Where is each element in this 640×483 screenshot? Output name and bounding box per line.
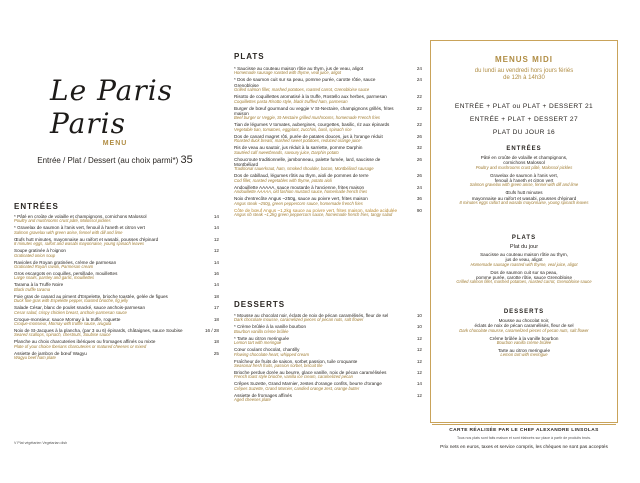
entree-item-name: * Pâté en croûte de volaille et champignons, cornichons Malossol [14, 214, 147, 219]
entree-item-price: 14 [213, 214, 219, 219]
entree-item-price: 14 [213, 259, 219, 265]
entree-item [14, 225, 219, 235]
plat-item-translation: Beef burger or Veggie, St-Nectaire grilled mushrooms, homemade French fries [234, 115, 381, 121]
plat-item-price: 22 [416, 94, 422, 100]
entree-item-translation: Gratinated onion soup [14, 252, 56, 258]
midi-dessert-item [430, 336, 618, 346]
dessert-item-translation: Seasonal fresh fruits, passion sorbet, biscuit tile [234, 362, 323, 368]
menus-midi-days: du lundi au vendredi hors jours fériés [474, 68, 574, 74]
midi-desserts-section [430, 309, 618, 360]
entree-item-translation: Black truffle tarama [14, 286, 51, 292]
dessert-item-translation: Flowing chocolate heart, whipped cream [234, 351, 309, 357]
entree-item-price: 12 [213, 248, 219, 254]
plat-item-name: Ris de veau au sautoir, jus réduit à la sarriette, pomme Darphin [234, 145, 363, 151]
plat-item [234, 66, 422, 76]
dessert-item [234, 324, 422, 334]
plat-item [234, 185, 422, 195]
plat-item-translation: Vegetable tian, tomatoes, eggplant, zucchini, basil, spinach rice [234, 126, 352, 132]
dessert-item-translation: French toast style brioche, vanilla ice cream, caramelized pecan [234, 374, 353, 380]
dessert-item [234, 393, 422, 403]
entree-item-price: 14 [213, 282, 219, 288]
vegetarian-note: V Plat végétarien Vegetarian dish [14, 441, 68, 445]
plat-item [234, 94, 422, 104]
midi-desserts-heading: DESSERTS [503, 309, 545, 315]
menu-formula-choice: (au choix parmi*) [117, 156, 179, 165]
plat-item-price: 22 [416, 122, 422, 128]
midi-entrees-list [430, 155, 618, 206]
dessert-item-name: Fraîcheur de fruits de saison, sorbet passion, tuile croquante [234, 358, 358, 364]
entree-item-name: Salade César, blanc de poulet snacké, sauce anchois-parmesan [14, 305, 146, 311]
midi-dessert-item-translation: Lemon tart with meringue [500, 352, 548, 358]
plat-item-name: Dos de cabillaud, légumes rôtis au thym, aioli de pommes de terre [234, 173, 369, 179]
menu-formula [20, 154, 210, 166]
entree-item [14, 282, 219, 292]
midi-plat-item-translation: Homemade sausage roasted with thyme, veal juice, aligot [470, 261, 578, 267]
plat-item-name: * Saucisse au couteau maison rôtie au thym, jus de veau, aligot [234, 66, 364, 71]
entree-item [14, 260, 219, 270]
midi-plats-heading: PLATS [511, 235, 537, 241]
menus-midi-subtitle [430, 68, 618, 82]
plat-item-price: 26 [416, 156, 422, 162]
midi-entree-item-name: Œufs hutt minutes [505, 190, 543, 196]
entree-item-price: 25 [213, 350, 219, 356]
entrees-list [14, 214, 219, 362]
plat-item-price: 26 [416, 173, 422, 179]
plat-item-name: Côte de bœuf Angus ~1,2kg sauce au poivre vert, frites maison, salade acidulée [234, 207, 398, 213]
midi-entree-item-detail: mayonnaise au raifort et wasabi, pousses d'épinard [471, 195, 577, 201]
midi-plat-item [430, 270, 618, 286]
plat-item-price: 22 [416, 105, 422, 111]
menu-formula-text: Entrée / Plat / Dessert [37, 156, 116, 165]
plat-item-translation: Grilled salmon fillet, mashed potatoes, roasted carrot, Grenobloise sauce [234, 87, 370, 93]
plat-item-translation: Sautéed calf sweetbreads, savoury juice, Darphin potato [234, 149, 339, 155]
dessert-item [234, 359, 422, 369]
plat-item-translation: Angus rib steak ~1,2kg green peppercorn sauce, homemade french fries, tangy salad [234, 211, 393, 217]
midi-dessert-item [430, 348, 618, 358]
entree-item-name: Gros escargots en coquilles, persillade, mouillettes [14, 270, 118, 276]
plat-item-price: 36 [416, 196, 422, 202]
entree-item-price: 16 / 28 [204, 327, 219, 333]
formula-2: ENTRÉE + PLAT + DESSERT 27 [469, 116, 579, 123]
plat-item-name: Choucroute traditionnelle, jambonneau, palette fumée, lard, saucisse de Montbéliard [234, 156, 381, 167]
entree-item-price: 18 [213, 293, 219, 299]
dessert-item-translation: Aged cheeses plate [234, 397, 271, 403]
chef-credit: CARTE RÉALISÉE PAR LE CHEF ALEXANDRE LINSOLAS [449, 428, 599, 433]
plat-item [234, 208, 422, 218]
midi-entrees-heading: ENTRÉES [506, 146, 542, 152]
plat-item-translation: Coquillettes pasta Risotto style, black truffled ham, parmesan [234, 98, 348, 104]
plat-item-translation: Roasted duck breast, mashed sweet potatoes, reduced orange juice [234, 138, 361, 144]
entree-item-name: Œufs hutt minutes, mayonnaise au raifort et wasabi, pousses d'épinard [14, 236, 159, 242]
midi-entree-item-translation: Poultry and mushrooms crust pâté, Malossol pickles [475, 164, 573, 170]
dessert-item-translation: Dark chocolate mousse, caramelized pieces of pecan nuts, salt flower [234, 317, 364, 323]
plat-item-translation: Homemade sausage roasted with thyme, veal juice, aligot [234, 70, 342, 76]
entree-item [14, 317, 219, 327]
plat-item-name: * Dos de saumon cuit sur sa peau, pomme purée, carotte rôtie, sauce Grenobloise [234, 77, 376, 88]
desserts-list [234, 313, 422, 404]
entree-item [14, 248, 219, 258]
entree-item [14, 294, 219, 304]
midi-dessert-item-translation: Bourbon vanilla crème brûlée [496, 340, 552, 346]
plat-item-name: Tian de légumes V tomates, aubergines, courgettes, basilic, riz aux épinards [234, 122, 390, 128]
entree-item-name: Tarama à la Truffe Noire [14, 282, 64, 288]
midi-entree-item-translation: Salmon gravelax with green anise, fennel with dill and lime [469, 182, 579, 188]
dessert-item-price: 12 [416, 358, 422, 364]
entree-item-price: 17 [213, 305, 219, 311]
dessert-item-name: * Crème brûlée à la vanille bourbon [234, 324, 307, 330]
dessert-item-name: Crêpes Suzette, Grand Marnier, zestes d'orange confits, beurre d'orange [234, 381, 382, 387]
plat-item-translation: Andouillette AAAAA, old fashion mustard sauce, homemade french fries [234, 189, 368, 195]
midi-plat-item [430, 252, 618, 268]
entree-item-translation: Seared scallops, spinach, chestnuts, Soubise sauce [14, 332, 111, 338]
chef-divider [432, 424, 616, 425]
menus-midi-heading: MENUS MIDI [495, 55, 553, 64]
entree-item-name: Soupe gratinée à l'oignon [14, 248, 66, 254]
dessert-item [234, 313, 422, 323]
dessert-item-price: 12 [416, 347, 422, 353]
midi-entree-item [430, 155, 618, 171]
menus-midi-hours: de 12h à 14h30 [503, 75, 545, 81]
entree-item-price: 12 [213, 236, 219, 242]
dessert-item-price: 10 [416, 324, 422, 330]
plat-item [234, 145, 422, 155]
midi-plats-list [430, 252, 618, 285]
dessert-item-name: * Mousse au chocolat noir, éclats de noix de pécan caramélisés, fleur de sel [234, 313, 389, 318]
midi-dessert-item-name: Mousse au chocolat noir, [498, 318, 550, 323]
plat-item-name: Andouillette AAAAA, sauce moutarde à l'ancienne, frites maison [234, 184, 365, 190]
midi-plat-item-detail: pomme purée, carotte rôtie, sauce Grenobloise [475, 275, 572, 281]
midi-plat-du-jour: Plat du jour [509, 244, 539, 250]
desserts-heading: DESSERTS [234, 300, 286, 309]
midi-dessert-item-name: Crème brûlée à la vanille bourbon [489, 335, 559, 341]
entree-item-translation: Duck foie gras with Espelette pepper, toasted brioche, fig jelly [14, 298, 129, 304]
dessert-item [234, 347, 422, 357]
plat-item-name: Noix d'entrecôte Angus ~250g, sauce au poivre vert, frites maison [234, 196, 368, 202]
plat-item-translation: Cod fillet, roasted vegetables with thyme, potato aioli [234, 177, 332, 183]
dessert-item-price: 12 [416, 369, 422, 375]
plat-item-price: 24 [416, 66, 422, 71]
midi-entrees-section [430, 146, 618, 208]
plats-heading: PLATS [234, 52, 265, 61]
dessert-item-name: Assiette de fromages affinés [234, 392, 292, 398]
plat-item [234, 122, 422, 132]
plats-list [234, 66, 422, 219]
midi-desserts-list [430, 318, 618, 358]
entree-item-translation: 8 minutes eggs, raifort and wasabi mayonnaise, young spinach leaves [14, 241, 145, 247]
entree-item-translation: Salmon gravelax with green anise, fennel with dill and lime [14, 229, 123, 235]
plat-item-name: Burger de bœuf gourmand ou veggie V St-Nectaire, champignons grillés, frites maison [234, 105, 394, 116]
entree-item-translation: Poultry and mushrooms crust pâté, Malossol pickles [14, 218, 111, 224]
menus-midi-box [430, 40, 618, 423]
midi-entree-item-name: Gravelax de saumon à l'anis vert, [489, 172, 559, 178]
homemade-note: Tous nos plats sont faits maison et sont élaborés sur place à partir de produits bruts. [456, 436, 592, 440]
dessert-item-price: 10 [416, 313, 422, 318]
entree-item [14, 328, 219, 338]
plat-item [234, 77, 422, 93]
entree-item-translation: Croque-monsieur, Mornay with truffle sauce, arugula [14, 320, 112, 326]
midi-entree-item-detail: fenouil à l'aneth et citron vert [494, 178, 554, 184]
dessert-item-translation: Crêpes Suzette, Grand Marnier, candied orange zest, orange butter [234, 385, 360, 391]
plat-item [234, 196, 422, 206]
plat-item [234, 106, 422, 122]
entree-item-translation: Plate of your choice Iberians charcuteries or matured cheeses or mixed [14, 343, 147, 349]
entree-item-price: 18 [213, 339, 219, 345]
midi-plat-item-name: Saucisse au couteau maison rôtie au thym, [480, 252, 568, 257]
dessert-item-translation: Lemon tart with meringue [234, 340, 282, 346]
midi-dessert-item [430, 318, 618, 334]
plat-item-price: 32 [416, 145, 422, 151]
entree-item [14, 237, 219, 247]
restaurant-logo: Le Paris Paris [50, 74, 174, 140]
formula-1: ENTRÉE + PLAT ou PLAT + DESSERT 21 [454, 103, 594, 110]
midi-plat-item-translation: Grilled salmon fillet, mashed potatoes, roasted carrot, Grenobloise sauce [456, 279, 592, 285]
entree-item-name: Croque-monsieur, sauce Mornay à la truffe, roquette [14, 316, 121, 322]
entree-item-price: 18 [213, 316, 219, 322]
prices-note: Prix nets en euros, taxes et service compris, les chèques ne sont pas acceptés [440, 445, 608, 450]
dessert-item [234, 381, 422, 391]
midi-plats-section [430, 235, 618, 287]
plat-item-translation: Traditional sauerkraut, ham, smoked shoulder, bacon, Montbéliard sausage [234, 166, 374, 172]
dessert-item [234, 370, 422, 380]
midi-dessert-item-translation: Dark chocolate mousse, caramelized pieces of pecan nuts, salt flower [459, 327, 589, 333]
dessert-item-name: * Tarte au citron meringuée [234, 335, 290, 341]
midi-entree-item-detail: cornichons Malossol [503, 160, 545, 166]
midi-plat-item-detail: jus de veau, aligot [505, 257, 543, 263]
menu-formula-price: 35 [180, 154, 193, 166]
entree-item-name: * Gravelax de saumon à l'anis vert, fenouil à l'aneth et citron vert [14, 225, 145, 231]
plat-item [234, 173, 422, 183]
entree-item-price: 16 [213, 270, 219, 276]
entree-item [14, 339, 219, 349]
plat-item-price: 24 [416, 77, 422, 83]
plat-item-translation: Angus steak ~250g, green peppercorn sauce, homemade french fries [234, 200, 363, 206]
midi-entree-item [430, 173, 618, 189]
entree-item [14, 351, 219, 361]
entree-item-translation: Large snails, parsley and garlic, mouillettes [14, 275, 95, 281]
dessert-item-name: Brioche perdue dorée au beurre, glace vanille, noix de pécan caramélisées [234, 369, 387, 375]
entree-item [14, 214, 219, 224]
entree-item-name: Planche au choix charcuteries ibériques ou fromages affinés ou mixte [14, 339, 156, 345]
midi-entree-item-translation: 8 minutes eggs raifort and wasabi mayonnaise, young spinach leaves [459, 200, 589, 206]
plat-item [234, 134, 422, 144]
entree-item-price: 14 [213, 225, 219, 231]
entree-item-translation: Wagyu beef ham plate [14, 355, 56, 361]
midi-entree-item [430, 190, 618, 206]
midi-entree-item-name: Pâté en croûte de volaille et champignons, [480, 155, 568, 160]
entree-item-name: Assiette de jambon de bœuf Wagyu [14, 350, 87, 356]
plat-item-name: Risotto de coquillettes aromatisé à la truffe, Rostello aux herbes, parmesan [234, 94, 387, 100]
entree-item-translation: Gratinated Royan ravioli, Parmesan cream [14, 263, 94, 269]
dessert-item-price: 12 [416, 392, 422, 398]
plat-item-price: 26 [416, 133, 422, 139]
dessert-item-price: 14 [416, 381, 422, 387]
plat-item [234, 157, 422, 173]
dessert-item-translation: Bourbon vanilla crème brûlée [234, 328, 289, 334]
entree-item-name: Foie gras de canard au piment d'Espelette, brioche toastée, gelée de figues [14, 293, 168, 299]
entree-item [14, 305, 219, 315]
midi-dessert-item-name: Tarte au citron meringuée [497, 347, 551, 353]
midi-plat-item-name: Dos de saumon cuit sur sa peau, [490, 269, 558, 275]
entree-item-name: Ravioles de Royan gratinées, crème de parmesan [14, 259, 117, 265]
dessert-item [234, 336, 422, 346]
menu-title: MENU [102, 140, 128, 147]
entree-item-translation: Cesar salad, crispy chicken breast, anchois-parmesan sauce [14, 309, 127, 315]
plat-item-price: 90 [416, 207, 422, 213]
entree-item [14, 271, 219, 281]
dessert-item-price: 12 [416, 335, 422, 341]
entree-item-name: Noix de St-Jacques à la plancha, (par 3 ou 6) épinards, châtaignes, sauce Soubise [14, 327, 183, 333]
plat-item-name: Dos de canard magret rôti, purée de patates douces, jus à l'orange réduit [234, 133, 383, 139]
plat-item-price: 24 [416, 184, 422, 190]
midi-dessert-item-detail: éclats de noix de pécan caramélisés, fleur de sel [474, 323, 574, 329]
dessert-item-name: Cœur coulant chocolat, chantilly [234, 347, 300, 353]
entrees-heading: ENTRÉES [14, 202, 59, 211]
formula-3: PLAT DU JOUR 16 [492, 129, 556, 136]
